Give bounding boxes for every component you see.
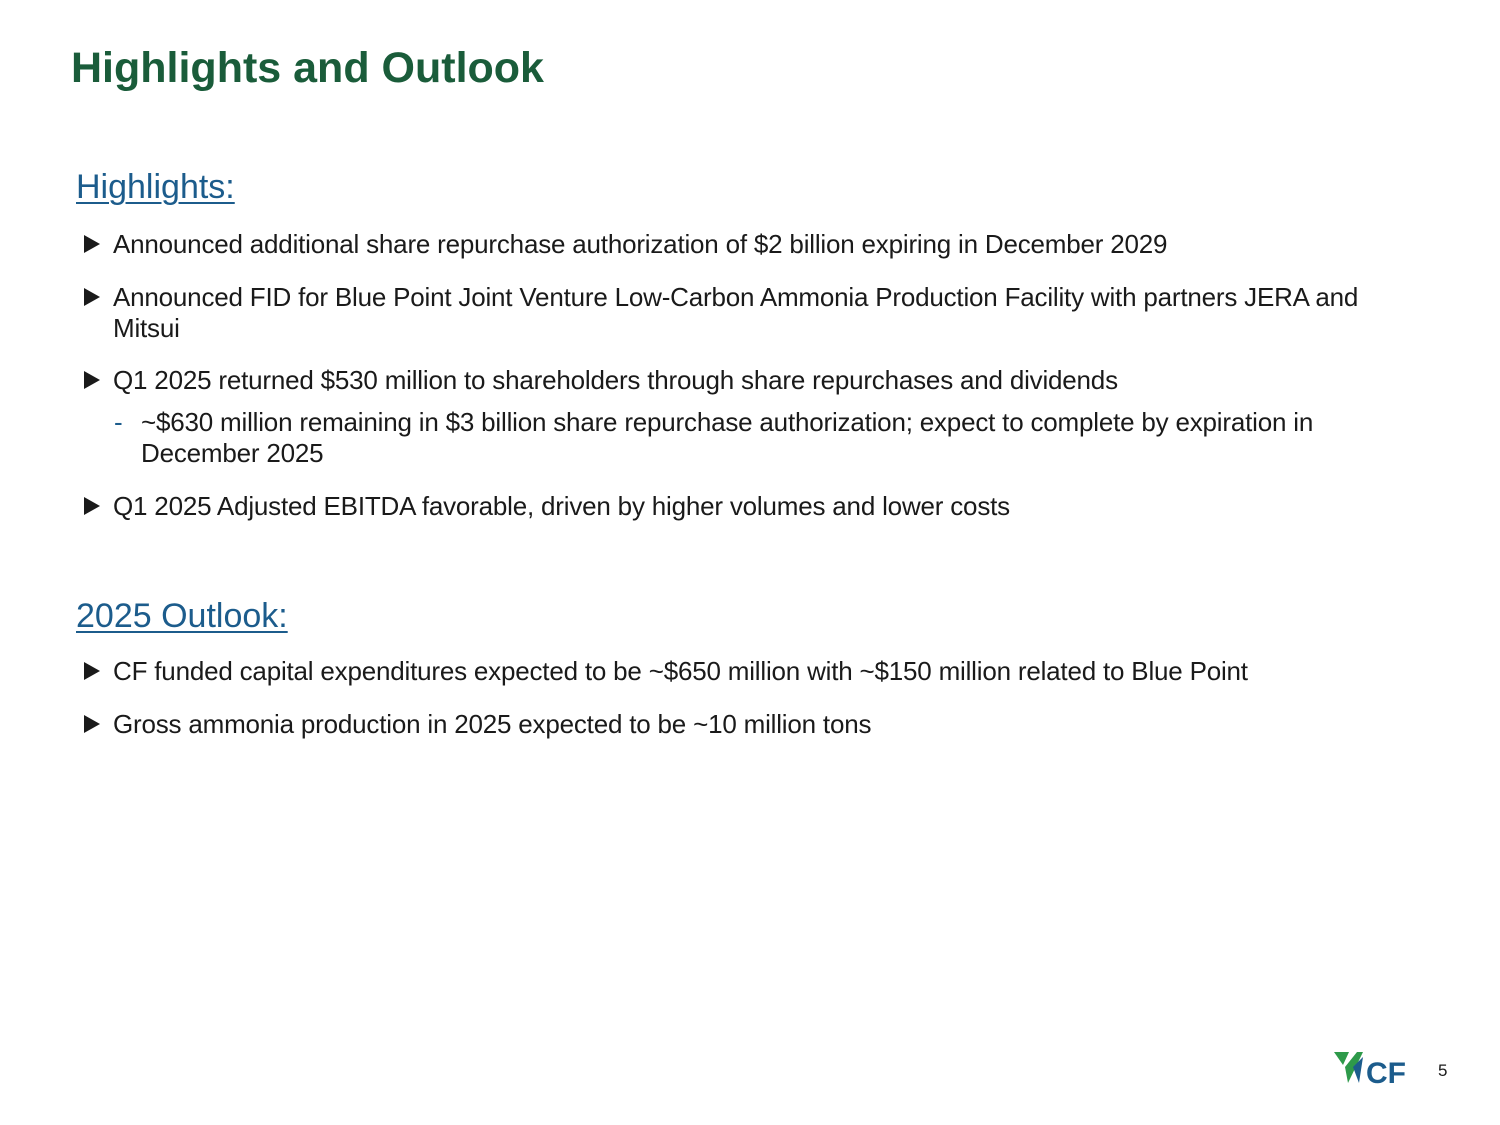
- bullet-arrow-icon: [84, 288, 100, 306]
- bullet-arrow-icon: [84, 371, 100, 389]
- page-number: 5: [1438, 1061, 1448, 1080]
- outlook-text: CF funded capital expenditures expected to be ~$650 million with ~$150 million related to Blue Point: [113, 656, 1248, 686]
- highlight-text: Announced additional share repurchase authorization of $2 billion expiring in December 2029: [113, 229, 1168, 259]
- cf-industries-logo-icon: [1333, 1049, 1413, 1087]
- outlook-text: Gross ammonia production in 2025 expected to be ~10 million tons: [113, 709, 872, 739]
- slide-title: Highlights and Outlook: [71, 44, 544, 92]
- highlight-text: Q1 2025 returned $530 million to shareholders through share repurchases and dividends: [113, 365, 1118, 395]
- outlook-heading: 2025 Outlook:: [76, 597, 288, 635]
- highlight-sub-text: ~$630 million remaining in $3 billion share repurchase authorization; expect to complete by expiration in December 2025: [141, 407, 1314, 468]
- highlight-text: Q1 2025 Adjusted EBITDA favorable, driven by higher volumes and lower costs: [113, 491, 1010, 521]
- dash-bullet-icon: -: [114, 407, 123, 437]
- highlight-text: Announced FID for Blue Point Joint Venture Low-Carbon Ammonia Production Facility with partners JERA and Mitsui: [113, 282, 1359, 343]
- logo-green-triangle: [1334, 1052, 1349, 1065]
- bullet-arrow-icon: [84, 235, 100, 253]
- highlights-heading: Highlights:: [76, 168, 235, 206]
- logo-text: CF: [1366, 1057, 1406, 1087]
- bullet-arrow-icon: [84, 715, 100, 733]
- bullet-arrow-icon: [84, 497, 100, 515]
- bullet-arrow-icon: [84, 662, 100, 680]
